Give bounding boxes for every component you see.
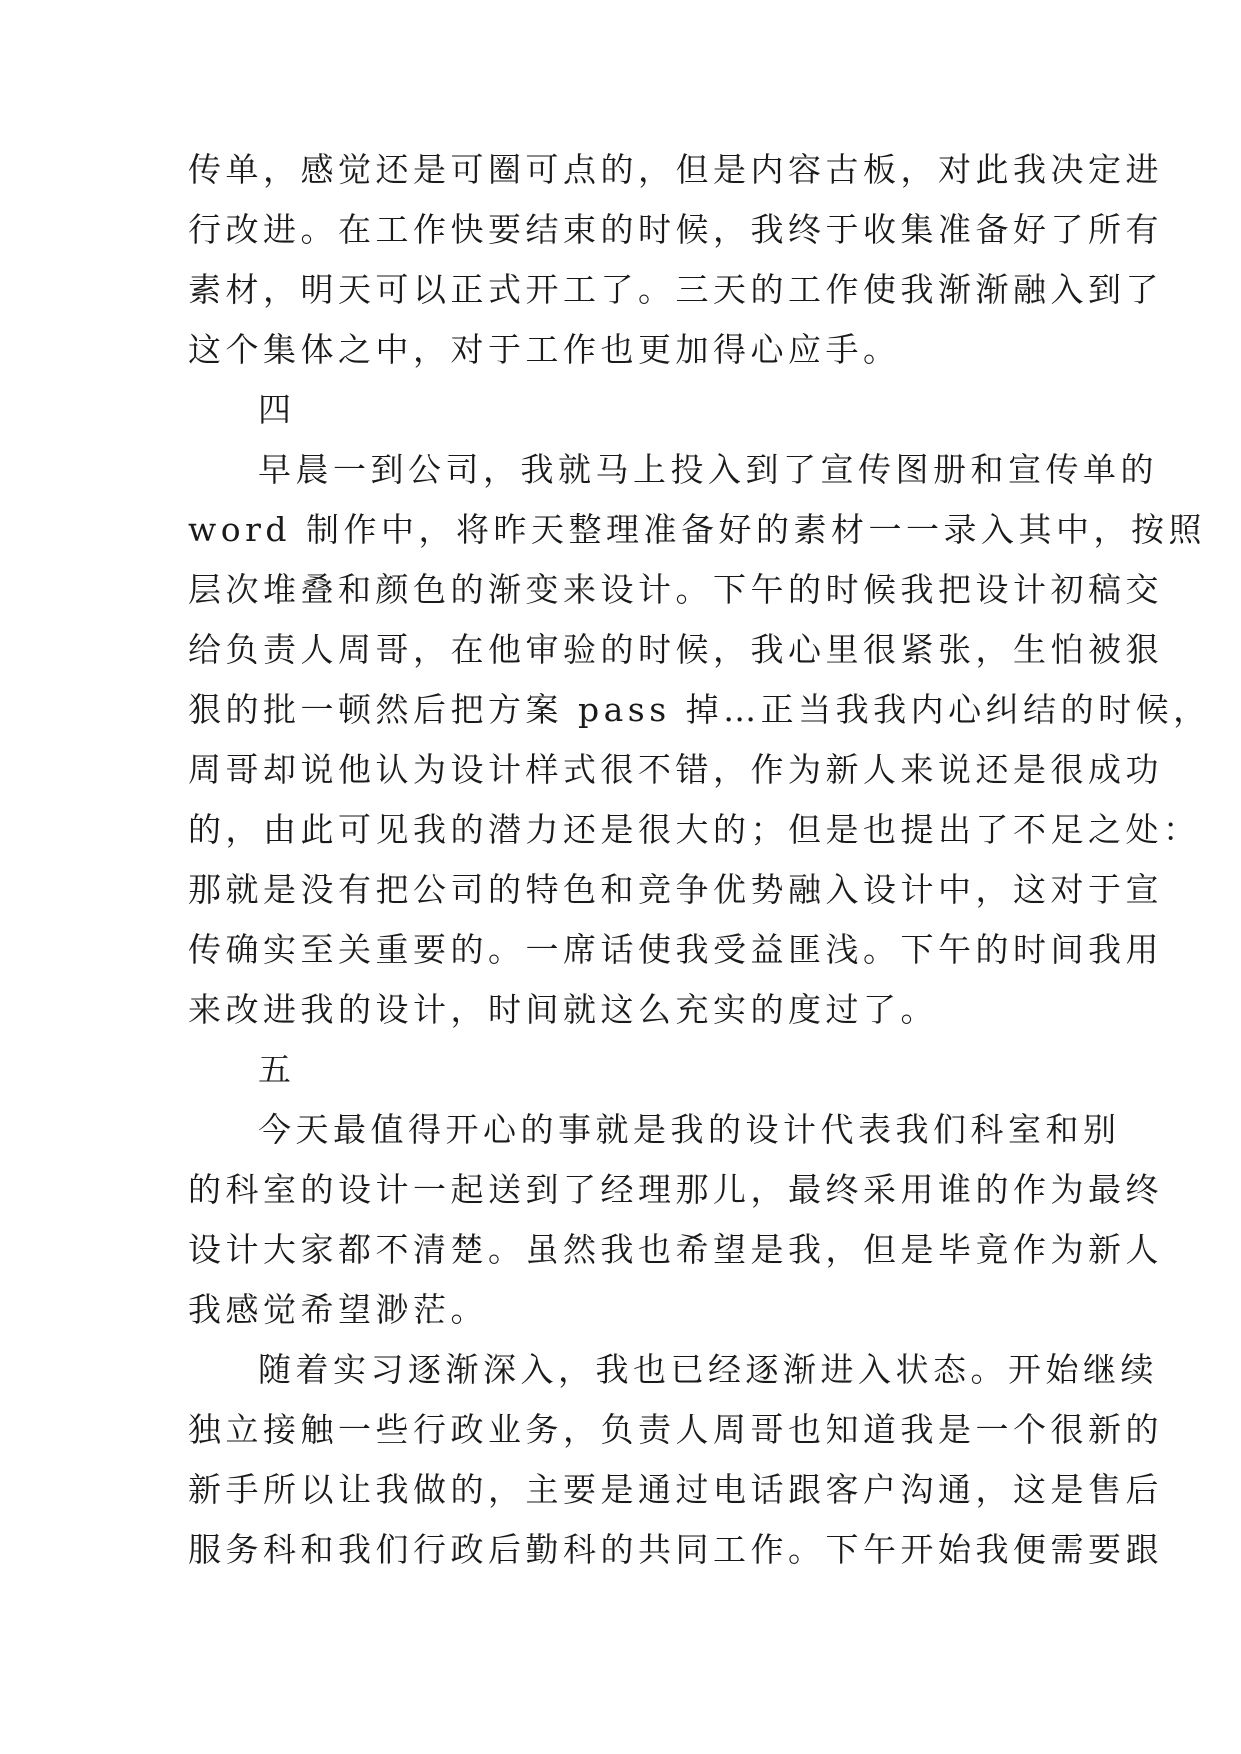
paragraph-start-line: 随着实习逐渐深入，我也已经逐渐进入状态。开始继续 — [258, 1350, 1158, 1389]
section-heading: 五 — [258, 1050, 296, 1089]
text-line: 我感觉希望渺茫。 — [188, 1290, 488, 1329]
text-line: 传确实至关重要的。一席话使我受益匪浅。下午的时间我用 — [188, 930, 1163, 969]
text-line: 周哥却说他认为设计样式很不错，作为新人来说还是很成功 — [188, 750, 1163, 789]
section-heading: 四 — [258, 390, 296, 429]
text-line: 狠的批一顿然后把方案 pass 掉…正当我我内心纠结的时候， — [188, 690, 1211, 729]
text-line: word 制作中，将昨天整理准备好的素材一一录入其中，按照 — [188, 510, 1207, 549]
text-line: 来改进我的设计，时间就这么充实的度过了。 — [188, 990, 938, 1029]
text-line: 行改进。在工作快要结束的时候，我终于收集准备好了所有 — [188, 210, 1163, 249]
paragraph-start-line: 早晨一到公司，我就马上投入到了宣传图册和宣传单的 — [258, 450, 1158, 489]
text-line: 服务科和我们行政后勤科的共同工作。下午开始我便需要跟 — [188, 1530, 1163, 1569]
text-line: 独立接触一些行政业务，负责人周哥也知道我是一个很新的 — [188, 1410, 1163, 1449]
text-line: 的，由此可见我的潜力还是很大的；但是也提出了不足之处： — [188, 810, 1201, 849]
text-line: 那就是没有把公司的特色和竞争优势融入设计中，这对于宣 — [188, 870, 1163, 909]
text-line: 传单，感觉还是可圈可点的，但是内容古板，对此我决定进 — [188, 150, 1163, 189]
paragraph-start-line: 今天最值得开心的事就是我的设计代表我们科室和别 — [258, 1110, 1121, 1149]
text-line: 给负责人周哥，在他审验的时候，我心里很紧张，生怕被狠 — [188, 630, 1163, 669]
text-line: 设计大家都不清楚。虽然我也希望是我，但是毕竟作为新人 — [188, 1230, 1163, 1269]
text-line: 这个集体之中，对于工作也更加得心应手。 — [188, 330, 901, 369]
text-line: 的科室的设计一起送到了经理那儿，最终采用谁的作为最终 — [188, 1170, 1163, 1209]
text-line: 素材，明天可以正式开工了。三天的工作使我渐渐融入到了 — [188, 270, 1163, 309]
text-line: 新手所以让我做的，主要是通过电话跟客户沟通，这是售后 — [188, 1470, 1163, 1509]
text-line: 层次堆叠和颜色的渐变来设计。下午的时候我把设计初稿交 — [188, 570, 1163, 609]
